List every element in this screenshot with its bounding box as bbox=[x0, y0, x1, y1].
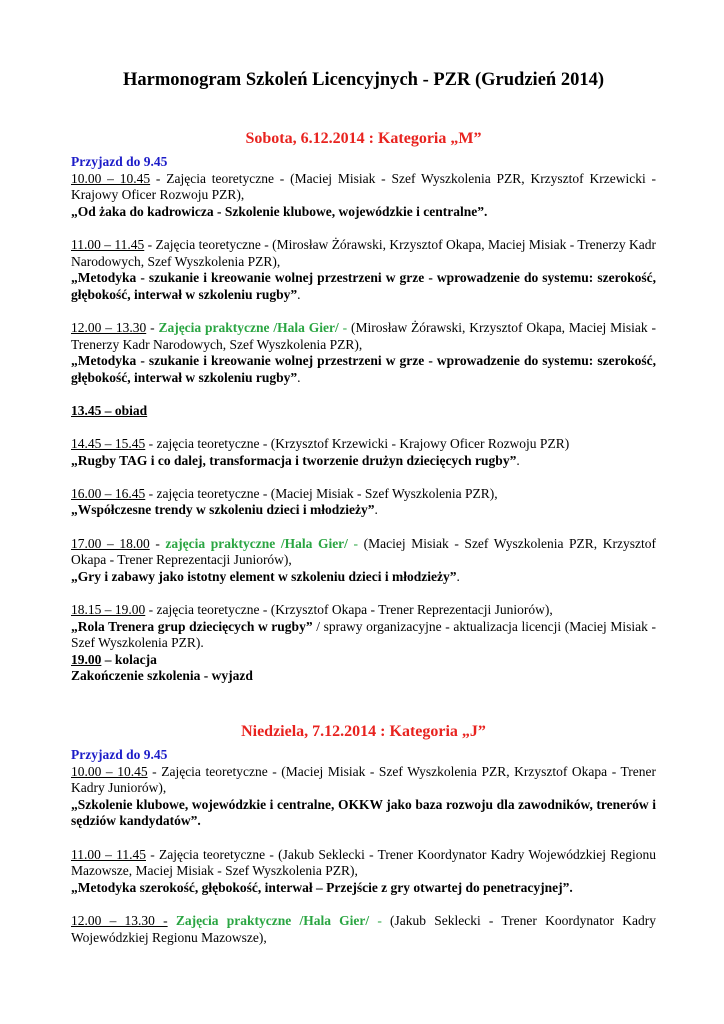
session-topic: „Rola Trenera grup dziecięcych w rugby” bbox=[71, 618, 313, 634]
lunch-line: 13.45 – obiad bbox=[71, 402, 148, 418]
dinner-time: 19.00 bbox=[71, 651, 102, 667]
session-details: (Mirosław Żórawski, Krzysztof Okapa, Maciej Misiak - Trenerzy Kadr Narodowych, Szef Wyszkolenia PZR), bbox=[71, 319, 657, 352]
session-details-2: / sprawy organizacyjne - aktualizacja licencji (Maciej Misiak - Szef Wyszkolenia PZR). bbox=[71, 618, 656, 651]
day1-heading: Sobota, 6.12.2014 : Kategoria „M” bbox=[245, 130, 482, 147]
session-topic: „Współczesne trendy w szkoleniu dzieci i młodzieży” bbox=[71, 502, 375, 518]
session-details: - Zajęcia teoretyczne - (Maciej Misiak - Szef Wyszkolenia PZR, Krzysztof Okapa - Trener Kadry Juniorów), bbox=[71, 763, 656, 796]
session-dash: - bbox=[149, 535, 166, 551]
session-topic-end: . bbox=[297, 369, 301, 385]
day1-session-2 bbox=[71, 237, 656, 303]
practical-dash: - bbox=[338, 319, 348, 335]
session-time: 17.00 – 18.00 bbox=[71, 535, 150, 551]
session-topic: „Metodyka - szukanie i kreowanie wolnej przestrzeni w grze - wprowadzenie do systemu: szerokość, głębokość, interwał w szkoleniu rugby” bbox=[71, 353, 656, 385]
practical-dash: - bbox=[347, 535, 359, 551]
session-topic: „Rugby TAG i co dalej, transformacja i tworzenie drużyn dziecięcych rugby” bbox=[71, 452, 517, 468]
session-details: - zajęcia teoretyczne - (Maciej Misiak - Szef Wyszkolenia PZR), bbox=[145, 485, 498, 501]
day1-session-4 bbox=[71, 436, 656, 469]
dinner-label: – kolacja bbox=[101, 651, 157, 667]
day1-session-3 bbox=[71, 320, 656, 386]
session-topic: „Od żaka do kadrowicza - Szkolenie klubowe, wojewódzkie i centralne”. bbox=[71, 203, 488, 219]
session-time: 10.00 – 10.45 bbox=[71, 763, 148, 779]
session-time: 14.45 – 15.45 bbox=[71, 436, 146, 452]
day1-session-5 bbox=[71, 486, 656, 519]
practical-label: Zajęcia praktyczne /Hala Gier/ bbox=[158, 319, 339, 335]
session-details: - Zajęcia teoretyczne - (Jakub Seklecki - Trener Koordynator Kadry Wojewódzkiej Regionu Mazowsze, Maciej Misiak - Szef Wyszkolenia PZR), bbox=[71, 846, 656, 879]
session-details: - zajęcia teoretyczne - (Krzysztof Okapa - Trener Reprezentacji Juniorów), bbox=[145, 602, 553, 618]
day1-arrival: Przyjazd do 9.45 bbox=[71, 154, 168, 169]
session-time: 16.00 – 16.45 bbox=[71, 485, 146, 501]
day2-session-2 bbox=[71, 847, 656, 897]
day2-heading: Niedziela, 7.12.2014 : Kategoria „J” bbox=[241, 723, 486, 740]
session-details: - zajęcia teoretyczne - (Krzysztof Krzewicki - Krajowy Oficer Rozwoju PZR) bbox=[145, 436, 570, 452]
session-time: 12.00 – 13.30 bbox=[71, 319, 147, 335]
page-title: Harmonogram Szkoleń Licencyjnych - PZR (Grudzień 2014) bbox=[123, 70, 604, 90]
day1-session-7 bbox=[71, 602, 656, 652]
session-topic-end: . bbox=[456, 568, 460, 584]
session-time: 11.00 – 11.45 bbox=[71, 236, 145, 252]
session-topic-end: . bbox=[297, 286, 301, 302]
practical-label: zajęcia praktyczne /Hala Gier/ bbox=[165, 535, 348, 551]
session-topic: „Metodyka szerokość, głębokość, interwał – Przejście z gry otwartej do penetracyjnej”. bbox=[71, 879, 573, 895]
session-topic-end: . bbox=[374, 502, 378, 518]
session-topic: „Metodyka - szukanie i kreowanie wolnej przestrzeni w grze - wprowadzenie do systemu: szerokość, głębokość, interwał w szkoleniu rugby” bbox=[71, 270, 656, 302]
day1-session-1 bbox=[71, 171, 656, 221]
session-details: - Zajęcia teoretyczne - (Maciej Misiak - Szef Wyszkolenia PZR, Krzysztof Krzewicki - Krajowy Oficer Rozwoju PZR), bbox=[71, 170, 657, 203]
session-topic: „Gry i zabawy jako istotny element w szkoleniu dzieci i młodzieży” bbox=[71, 568, 457, 584]
practical-dash: - bbox=[369, 912, 382, 928]
session-time: 12.00 – 13.30 - bbox=[71, 912, 168, 928]
session-time: 18.15 – 19.00 bbox=[71, 602, 146, 618]
day2-session-1 bbox=[71, 764, 656, 830]
day2-session-3 bbox=[71, 913, 656, 946]
session-details: (Jakub Seklecki - Trener Koordynator Kadry Wojewódzkiej Regionu Mazowsze), bbox=[71, 912, 657, 945]
closing-line: Zakończenie szkolenia - wyjazd bbox=[71, 668, 253, 684]
day2-arrival: Przyjazd do 9.45 bbox=[71, 747, 168, 762]
session-details: - Zajęcia teoretyczne - (Mirosław Żórawski, Krzysztof Okapa, Maciej Misiak - Trenerzy Kadr Narodowych, Szef Wyszkolenia PZR), bbox=[71, 236, 656, 269]
practical-label: Zajęcia praktyczne /Hala Gier/ bbox=[175, 912, 370, 928]
session-time: 10.00 – 10.45 bbox=[71, 170, 151, 186]
dinner-line bbox=[71, 652, 656, 669]
document-page bbox=[71, 70, 656, 946]
session-dash: - bbox=[146, 319, 159, 335]
session-space bbox=[168, 913, 176, 928]
day1-session-6 bbox=[71, 536, 656, 586]
session-time: 11.00 – 11.45 bbox=[71, 846, 146, 862]
session-details: (Maciej Misiak - Szef Wyszkolenia PZR, Krzysztof Okapa - Trener Reprezentacji Juniorów), bbox=[71, 535, 657, 568]
session-topic: „Szkolenie klubowe, wojewódzkie i centralne, OKKW jako baza rozwoju dla zawodników, trenerów i sędziów kandydatów”. bbox=[71, 796, 656, 829]
session-topic-end: . bbox=[516, 452, 520, 468]
